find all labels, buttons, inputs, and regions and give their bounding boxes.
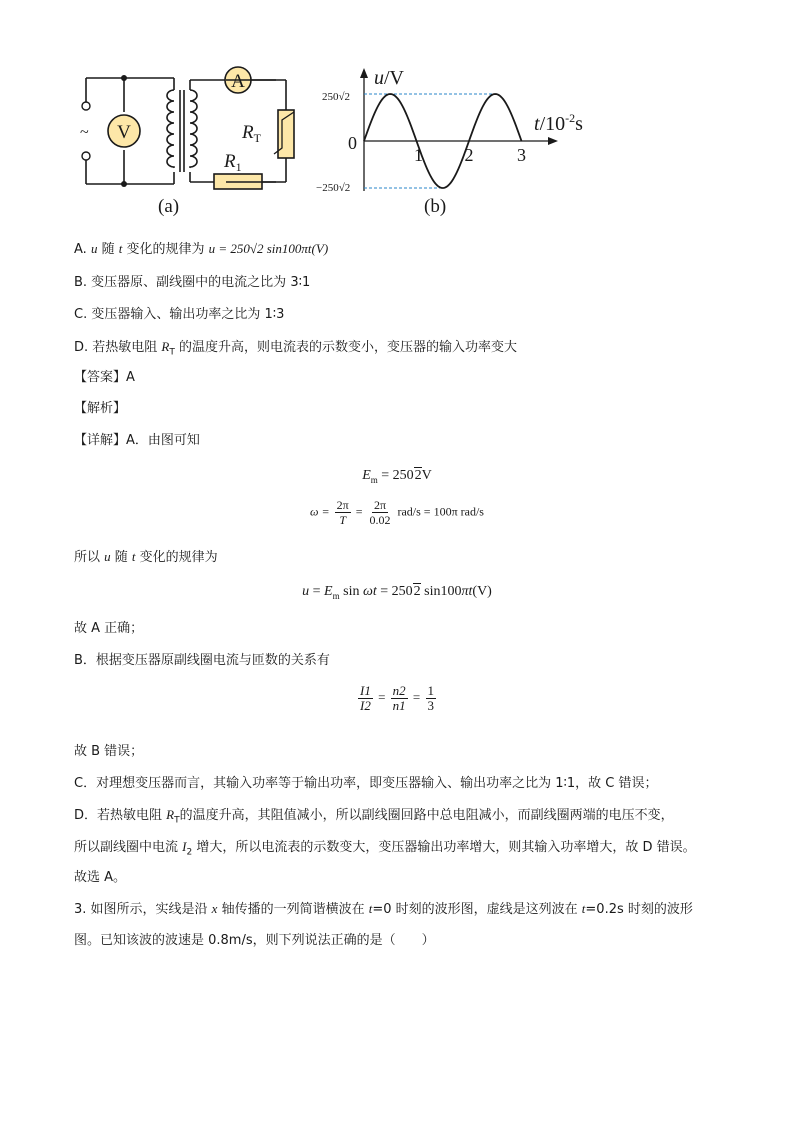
equation-em: $E_m = 2502V$ — [362, 468, 432, 485]
y-top-label: 250√2 — [322, 91, 351, 103]
source-symbol: ~ — [80, 124, 89, 141]
figure-b-caption: (b) — [424, 196, 447, 217]
detail-line-2: 所以 u 随 t 变化的规律为 — [74, 549, 218, 565]
terminal-top — [82, 102, 90, 110]
terminal-bottom — [82, 152, 90, 160]
figure-a-caption: (a) — [158, 196, 180, 217]
detail-line-5: 故 B 错误； — [74, 744, 144, 759]
thermistor-branch — [226, 66, 296, 221]
sine-chart — [312, 66, 602, 196]
figure-a-thermistor — [226, 66, 296, 221]
r1-label: $R_1$ — [224, 151, 242, 174]
option-c: C. 变压器输入、输出功率之比为 1∶3 — [74, 307, 285, 322]
x-tick-label: 3 — [517, 145, 526, 165]
voltmeter-label: V — [117, 122, 131, 143]
x-axis-arrow — [548, 137, 558, 145]
y-axis-arrow — [360, 68, 368, 78]
answer-line: 【答案】A — [74, 370, 135, 385]
option-a-formula: u = 250√2 sin100πt(V) — [208, 241, 329, 256]
x-tick-label: 1 — [414, 145, 423, 165]
equation-ratio: $\frac{I1}{I2}$ = $\frac{n2}{n1}$ = $\frac{1}{3}$ — [359, 683, 435, 713]
detail-line-3: 故 A 正确； — [74, 621, 144, 636]
y-axis-label: u/V — [374, 67, 404, 89]
ammeter-label: A — [231, 71, 245, 92]
detail-line-6: C．对理想变压器而言，其输入功率等于输出功率，即变压器输入、输出功率之比为 1∶1，故 C 错误； — [74, 776, 658, 791]
origin-label: 0 — [348, 133, 357, 153]
question-3-line-2: 图。已知该波的波速是 0.8m/s，则下列说法正确的是（ ） — [74, 933, 435, 948]
answer-value: A — [126, 370, 135, 385]
x-tick-label: 2 — [464, 145, 474, 165]
detail-line-1: 【详解】A．由图可知 — [74, 433, 200, 448]
option-a: A. u 随 t 变化的规律为 u = 250√2 sin100πt(V) — [74, 241, 329, 257]
detail-line-7: D．若热敏电阻 $R_T$的温度升高，其阻值减小，所以副线圈回路中总电阻减小，而副线圈两端的电压不变， — [74, 807, 674, 826]
detail-line-4: B．根据变压器原副线圈电流与匝数的关系有 — [74, 653, 330, 668]
option-d: D. 若热敏电阻 $R_T$ 的温度升高，则电流表的示数变小，变压器的输入功率变大 — [74, 339, 518, 358]
x-axis-label: $t/10^{-2}s$ — [534, 111, 583, 135]
question-3-line-1: 3. 如图所示，实线是沿 x 轴传播的一列简谐横波在 t=0 时刻的波形图，虚线是这列波在 t=0.2s 时刻的波形 — [74, 901, 693, 917]
analysis-label: 【解析】 — [74, 401, 127, 416]
equation-omega: ω = $\frac{2\pi}{T}$ = $\frac{2\pi}{0.02}$ rad/s = 100π rad/s — [310, 498, 484, 527]
figure-b-chart — [312, 66, 602, 196]
detail-line-9: 故选 A。 — [74, 870, 127, 885]
option-b: B. 变压器原、副线圈中的电流之比为 3∶1 — [74, 275, 311, 290]
equation-u: $u = E_m$ sin ωt = 2502 sin100πt(V) — [302, 584, 492, 601]
y-bottom-label: −250√2 — [316, 182, 351, 194]
detail-line-8: 所以副线圈中电流 $I_2$ 增大，所以电流表的示数变大，变压器输出功率增大，则其输入功率增大，故 D 错误。 — [74, 839, 696, 858]
rt-label: $R_T$ — [242, 122, 261, 145]
